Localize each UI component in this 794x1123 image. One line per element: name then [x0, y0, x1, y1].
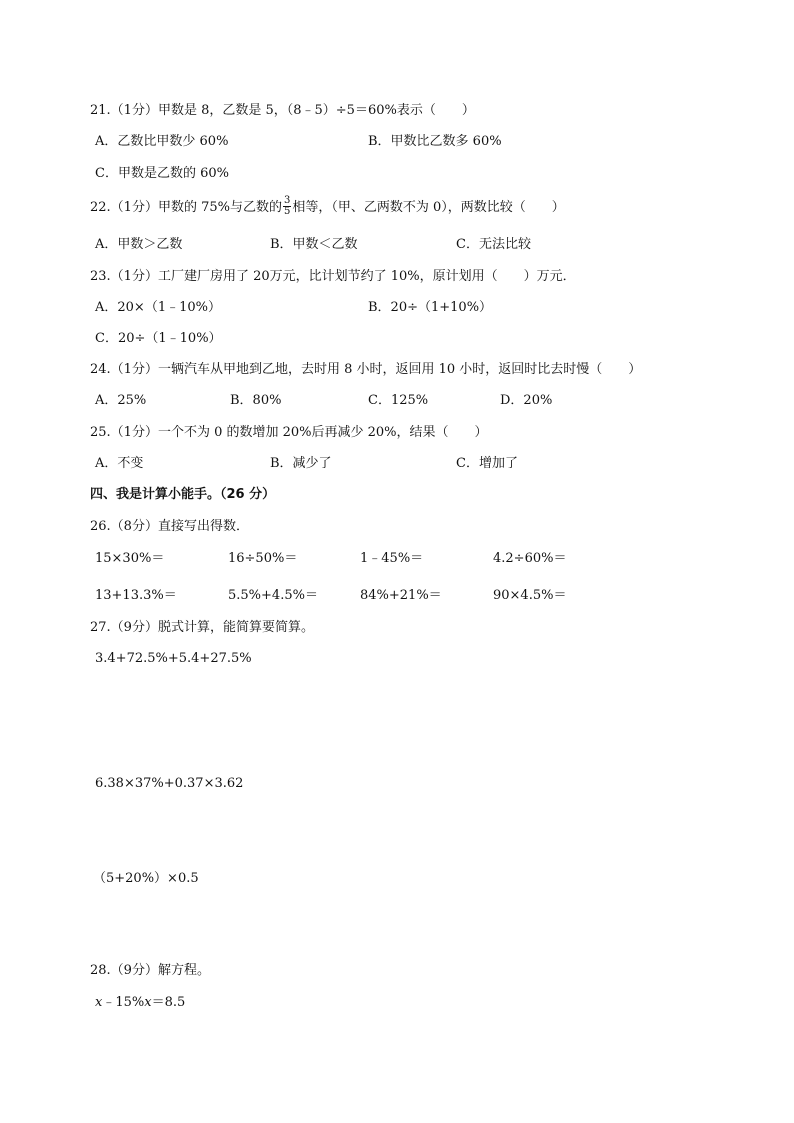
equation-variable: x	[95, 995, 103, 1010]
q26-r2-c3: 84%+21%＝	[360, 588, 442, 603]
q25-option-b: B．减少了	[270, 456, 332, 471]
q28-stem: 28.（9分）解方程。	[90, 963, 210, 978]
q28-equation	[95, 994, 185, 1012]
q24-option-c: C．125%	[368, 393, 429, 408]
q25-stem: 25.（1分）一个不为 0 的数增加 20%后再减少 20%，结果（ ）	[90, 425, 488, 440]
section-title: 四、我是计算小能手。（26 分）	[90, 487, 276, 502]
q21-option-b: B．甲数比乙数多 60%	[368, 134, 502, 149]
q26-r1-c2: 16÷50%＝	[228, 551, 298, 566]
fraction-numerator: 3	[283, 195, 291, 206]
q24-option-a: A．25%	[95, 393, 147, 408]
q21-stem: 21.（1分）甲数是 8，乙数是 5，（8﹣5）÷5＝60%表示（ ）	[90, 103, 475, 118]
q23-option-c: C．20÷（1﹣10%）	[95, 331, 222, 346]
equation-variable-2: x	[144, 995, 152, 1010]
q22-option-c: C．无法比较	[456, 237, 531, 252]
q27-expression-3: （5+20%）×0.5	[93, 871, 199, 886]
q26-r2-c1: 13+13.3%＝	[95, 588, 177, 603]
equation-end: ＝8.5	[151, 995, 186, 1010]
q25-option-c: C．增加了	[456, 456, 518, 471]
q26-r1-c1: 15×30%＝	[95, 551, 165, 566]
q22-option-a: A．甲数＞乙数	[95, 237, 183, 252]
q24-option-d: D．20%	[500, 393, 553, 408]
equation-middle: ﹣15%	[102, 995, 145, 1010]
q21-option-a: A．乙数比甲数少 60%	[95, 134, 229, 149]
q23-stem: 23.（1分）工厂建厂房用了 20万元，比计划节约了 10%，原计划用（ ）万元．	[90, 269, 576, 284]
fraction	[283, 196, 291, 217]
q23-option-a: A．20×（1﹣10%）	[95, 300, 221, 315]
q24-option-b: B．80%	[230, 393, 282, 408]
q25-option-a: A．不变	[95, 456, 144, 471]
q26-r2-c2: 5.5%+4.5%＝	[228, 588, 318, 603]
q22-option-b: B．甲数＜乙数	[270, 237, 358, 252]
q22-stem-pre: 22.（1分）甲数的 75%与乙数的	[90, 200, 282, 215]
q23-option-b: B．20÷（1+10%）	[368, 300, 493, 315]
q27-expression-2: 6.38×37%+0.37×3.62	[95, 776, 244, 791]
q27-stem: 27.（9分）脱式计算，能简算要简算。	[90, 620, 314, 635]
q26-r1-c3: 1﹣45%＝	[360, 551, 424, 566]
q21-option-c: C．甲数是乙数的 60%	[95, 166, 229, 181]
q26-r2-c4: 90×4.5%＝	[493, 588, 567, 603]
q26-stem: 26.（8分）直接写出得数．	[90, 519, 249, 534]
q22-stem	[90, 197, 565, 218]
q24-stem: 24.（1分）一辆汽车从甲地到乙地，去时用 8 小时，返回用 10 小时，返回时比去时慢（ ）	[90, 362, 642, 377]
q22-stem-post: 相等，（甲、乙两数不为 0），两数比较（ ）	[292, 200, 565, 215]
fraction-denominator: 5	[283, 206, 291, 217]
q27-expression-1: 3.4+72.5%+5.4+27.5%	[95, 651, 252, 666]
q26-r1-c4: 4.2÷60%＝	[493, 551, 567, 566]
